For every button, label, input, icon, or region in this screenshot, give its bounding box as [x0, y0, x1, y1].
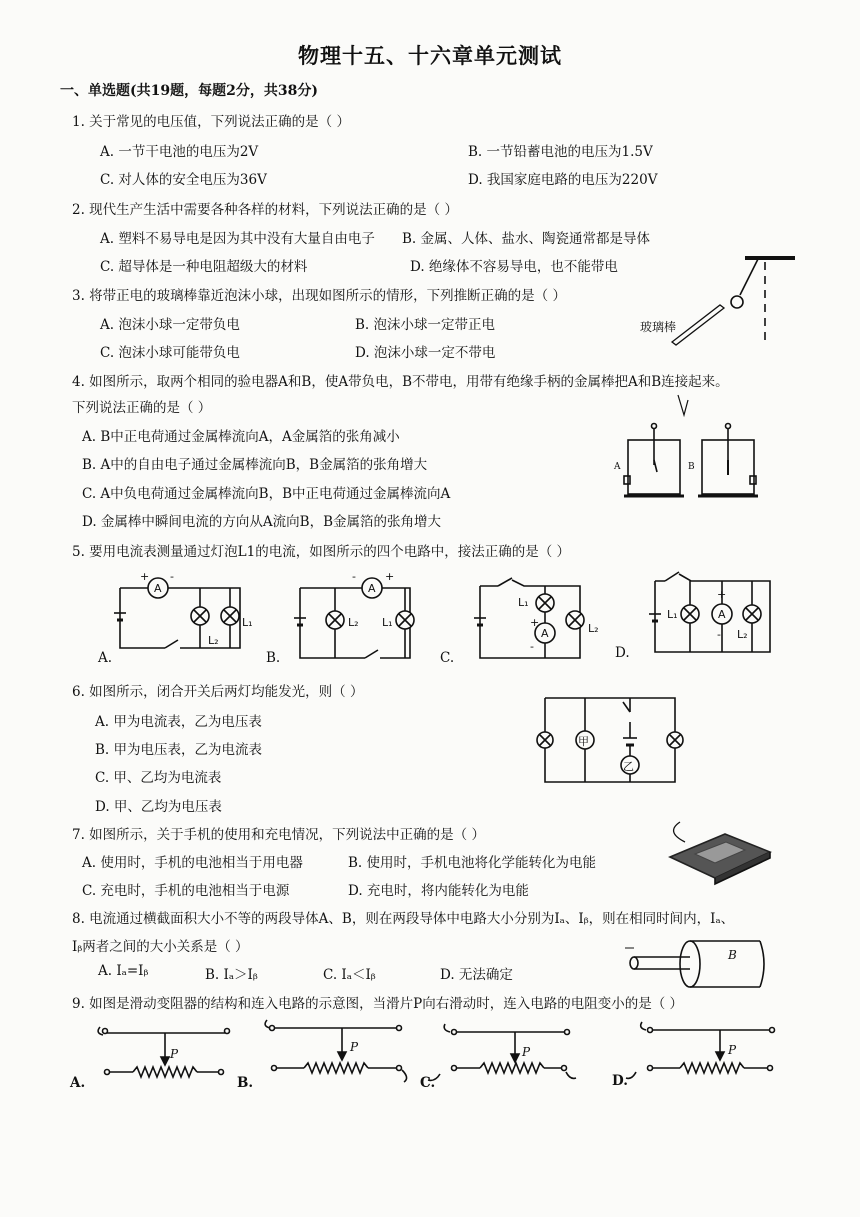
circuit-a-label[interactable]: A. [98, 650, 113, 666]
question-3-option-d[interactable]: D. 泡沫小球一定不带电 [355, 345, 496, 361]
question-5-stem: 5. 要用电流表测量通过灯泡L1的电流，如图所示的四个电路中，接法正确的是（ ） [72, 544, 571, 560]
svg-text:L₂: L₂ [737, 628, 748, 641]
question-9-stem: 9. 如图是滑动变阻器的结构和连入电路的示意图，当滑片P向右滑动时，连入电路的电阻变小的是（ ） [72, 996, 684, 1012]
question-3-option-a[interactable]: A. 泡沫小球一定带负电 [100, 317, 240, 333]
rheostat-b-label[interactable]: B. [237, 1075, 254, 1091]
electroscope-a-label: A [614, 462, 621, 472]
conductor-b-label: B [728, 948, 737, 962]
circuit-c-label[interactable]: C. [440, 650, 455, 666]
question-3-option-b[interactable]: B. 泡沫小球一定带正电 [355, 317, 496, 333]
rheostat-c [440, 1022, 590, 1082]
circuit-d-label[interactable]: D. [615, 645, 630, 661]
question-8-option-a[interactable]: A. Iₐ=Iᵦ [98, 963, 149, 979]
question-2-option-c[interactable]: C. 超导体是一种电阻超级大的材料 [100, 259, 308, 275]
electroscope-b-label: B [688, 462, 695, 472]
question-4-stem-cont: 下列说法正确的是（ ） [72, 400, 212, 416]
question-1-stem: 1. 关于常见的电压值，下列说法正确的是（ ） [72, 114, 350, 130]
svg-text:-: - [352, 570, 356, 583]
question-7-option-c[interactable]: C. 充电时，手机的电池相当于电源 [82, 883, 290, 899]
svg-text:L₁: L₁ [667, 608, 678, 621]
question-1-option-c[interactable]: C. 对人体的安全电压为36V [100, 172, 267, 188]
svg-text:A: A [541, 627, 549, 640]
circuit-6-figure [535, 690, 695, 790]
svg-text:L₂: L₂ [588, 622, 599, 635]
question-4-option-a[interactable]: A. B中正电荷通过金属棒流向A，A金属箔的张角减小 [82, 429, 400, 445]
svg-text:L₁: L₁ [242, 616, 253, 629]
question-4-option-b[interactable]: B. A中的自由电子通过金属棒流向B，B金属箔的张角增大 [82, 457, 428, 473]
rheostat-d [632, 1020, 792, 1080]
rheostat-a-p: P [170, 1047, 179, 1061]
page-title: 物理十五、十六章单元测试 [298, 43, 562, 68]
svg-text:+: + [385, 570, 395, 583]
circuit-c [470, 568, 610, 668]
question-6-option-b[interactable]: B. 甲为电压表，乙为电流表 [95, 742, 263, 758]
question-6-option-c[interactable]: C. 甲、乙均为电流表 [95, 770, 222, 786]
rheostat-a-label[interactable]: A. [70, 1075, 86, 1091]
question-2-stem: 2. 现代生产生活中需要各种各样的材料，下列说法正确的是（ ） [72, 202, 458, 218]
question-7-option-a[interactable]: A. 使用时，手机的电池相当于用电器 [82, 855, 303, 871]
rheostat-c-p: P [522, 1045, 531, 1059]
question-3-stem: 3. 将带正电的玻璃棒靠近泡沫小球，出现如图所示的情形，下列推断正确的是（ ） [72, 288, 566, 304]
question-2-option-d[interactable]: D. 绝缘体不容易导电，也不能带电 [410, 259, 618, 275]
section-heading: 一、单选题(共19题，每题2分，共38分) [60, 83, 318, 99]
question-7-option-d[interactable]: D. 充电时，将内能转化为电能 [348, 883, 529, 899]
conductor-figure [620, 935, 770, 995]
question-8-option-d[interactable]: D. 无法确定 [440, 967, 513, 983]
question-8-option-b[interactable]: B. Iₐ＞Iᵦ [205, 967, 258, 983]
meter-jia-label: 甲 [578, 735, 589, 748]
question-8-stem-cont: Iᵦ两者之间的大小关系是（ ） [72, 939, 249, 955]
question-4-stem: 4. 如图所示，取两个相同的验电器A和B，使A带负电，B不带电，用带有绝缘手柄的金属棒把A和B连接起来。 [72, 374, 729, 390]
svg-text:+: + [140, 570, 150, 583]
svg-text:-: - [170, 570, 174, 583]
question-3-option-c[interactable]: C. 泡沫小球可能带负电 [100, 345, 240, 361]
svg-text:+: + [530, 616, 540, 629]
glass-rod-figure [630, 250, 810, 350]
electroscope-figure [610, 390, 790, 510]
circuit-b-label[interactable]: B. [266, 650, 281, 666]
circuit-b [290, 568, 430, 668]
question-1-option-a[interactable]: A. 一节干电池的电压为2V [100, 144, 259, 160]
glass-rod-label: 玻璃棒 [640, 320, 677, 334]
svg-text:L₁: L₁ [518, 596, 529, 609]
question-8-option-c[interactable]: C. Iₐ＜Iᵦ [323, 967, 376, 983]
svg-text:A: A [718, 608, 726, 621]
svg-text:L₂: L₂ [348, 616, 359, 629]
rheostat-c-label[interactable]: C. [420, 1075, 436, 1091]
question-7-stem: 7. 如图所示，关于手机的使用和充电情况，下列说法中正确的是（ ） [72, 827, 485, 843]
question-4-option-d[interactable]: D. 金属棒中瞬间电流的方向从A流向B，B金属箔的张角增大 [82, 514, 442, 530]
svg-text:+: + [717, 588, 727, 601]
circuit-a [110, 568, 260, 668]
question-4-option-c[interactable]: C. A中负电荷通过金属棒流向B，B中正电荷通过金属棒流向A [82, 486, 451, 502]
question-6-option-a[interactable]: A. 甲为电流表，乙为电压表 [95, 714, 262, 730]
circuit-d [645, 566, 785, 666]
meter-yi-label: 乙 [623, 760, 634, 773]
svg-text:L₂: L₂ [208, 634, 219, 647]
svg-text:L₁: L₁ [382, 616, 393, 629]
phone-charging-figure [660, 812, 780, 892]
question-2-option-a[interactable]: A. 塑料不易导电是因为其中没有大量自由电子 [100, 231, 375, 247]
rheostat-d-p: P [728, 1043, 737, 1057]
svg-text:-: - [717, 628, 721, 641]
question-6-stem: 6. 如图所示，闭合开关后两灯均能发光，则（ ） [72, 684, 364, 700]
question-7-option-b[interactable]: B. 使用时，手机电池将化学能转化为电能 [348, 855, 597, 871]
svg-text:A: A [154, 582, 162, 595]
question-2-option-b[interactable]: B. 金属、人体、盐水、陶瓷通常都是导体 [402, 231, 651, 247]
svg-text:-: - [530, 640, 534, 653]
svg-text:A: A [368, 582, 376, 595]
rheostat-b-p: P [350, 1040, 359, 1054]
rheostat-d-label[interactable]: D. [612, 1073, 628, 1089]
question-6-option-d[interactable]: D. 甲、乙均为电压表 [95, 799, 222, 815]
question-8-stem: 8. 电流通过横截面积大小不等的两段导体A、B，则在两段导体中电路大小分别为Iₐ、Iᵦ，则在相同时间内，Iₐ、 [72, 911, 735, 927]
question-1-option-b[interactable]: B. 一节铅蓄电池的电压为1.5V [468, 144, 653, 160]
rheostat-b [262, 1018, 422, 1088]
question-1-option-d[interactable]: D. 我国家庭电路的电压为220V [468, 172, 658, 188]
